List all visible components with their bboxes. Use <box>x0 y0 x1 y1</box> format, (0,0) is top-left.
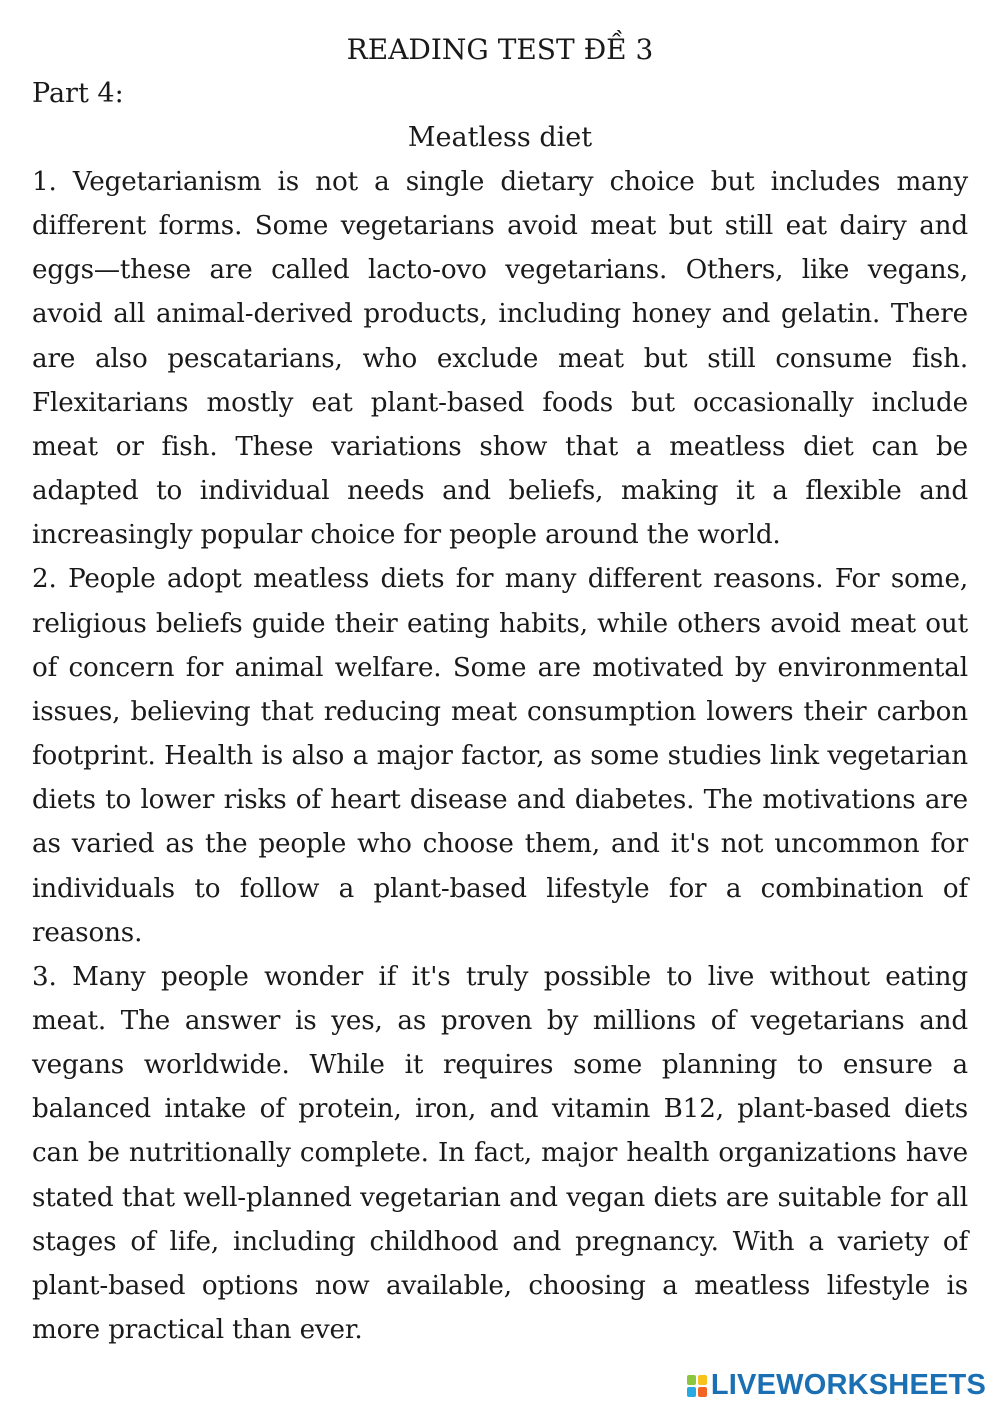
passage-title: Meatless diet <box>407 122 593 153</box>
part-label: Part 4: <box>32 78 124 109</box>
liveworksheets-logo <box>687 1369 986 1402</box>
paragraph-1: 1. Vegetarianism is not a single dietary choice but includes many different forms. Some vegetarians avoid meat but still eat dairy and eggs—these are called lacto-ovo vegetarians. Others, like vegans, avoid all animal-derived products, including honey and gelatin. There are also pescatarians, who exclude meat but still consume fish. Flexitarians mostly eat plant-based foods but occasionally include meat or fish. These variations show that a meatless diet can be adapted to individual needs and beliefs, making it a flexible and increasingly popular choice for people around the world. <box>32 167 968 551</box>
page-title: READING TEST ĐỀ 3 <box>346 33 654 66</box>
liveworksheets-logo-icon <box>687 1375 707 1397</box>
logo-text: LIVEWORKSHEETS <box>710 1369 986 1401</box>
worksheet-page <box>32 28 968 1352</box>
paragraph-2: 2. People adopt meatless diets for many different reasons. For some, religious beliefs guide their eating habits, while others avoid meat out of concern for animal welfare. Some are motivated by environmental issues, believing that reducing meat consumption lowers their carbon footprint. Health is also a major factor, as some studies link vegetarian diets to lower risks of heart disease and diabetes. The motivations are as varied as the people who choose them, and it's not uncommon for individuals to follow a plant-based lifestyle for a combination of reasons. <box>32 564 968 948</box>
paragraph-3: 3. Many people wonder if it's truly possible to live without eating meat. The answer is yes, as proven by millions of vegetarians and vegans worldwide. While it requires some planning to ensure a balanced intake of protein, iron, and vitamin B12, plant-based diets can be nutritionally complete. In fact, major health organizations have stated that well-planned vegetarian and vegan diets are suitable for all stages of life, including childhood and pregnancy. With a variety of plant-based options now available, choosing a meatless lifestyle is more practical than ever. <box>32 961 968 1346</box>
